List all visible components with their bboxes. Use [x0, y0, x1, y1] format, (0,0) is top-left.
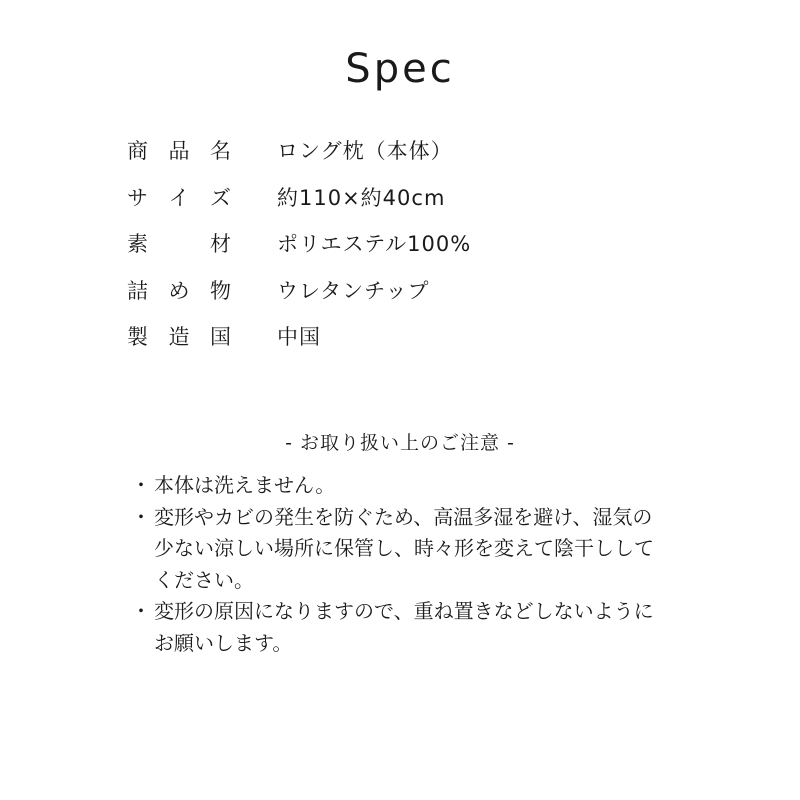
spec-value: ポリエステル100% [277, 232, 472, 256]
note-line: お願いします。 [154, 630, 293, 655]
note-line: 変形やカビの発生を防ぐため、高温多湿を避け、湿気の [154, 504, 653, 529]
list-item [128, 470, 728, 502]
spec-value: 中国 [277, 325, 321, 349]
care-notes-heading: - お取り扱い上のご注意 - [285, 432, 515, 454]
spec-label: サ イ ズ [127, 185, 231, 210]
spec-value: ウレタンチップ [277, 278, 430, 303]
list-item [128, 502, 728, 597]
spec-label: 素 材 [127, 232, 231, 256]
spec-label: 詰 め 物 [127, 278, 231, 303]
bullet: ・ [131, 473, 151, 497]
note-line: 変形の原因になりますので、重ね置きなどしないように [154, 599, 654, 623]
note-line: ください。 [154, 567, 254, 592]
list-item [128, 596, 728, 659]
note-line: 少ない涼しい場所に保管し、時々形を変えて陰干しして [154, 536, 654, 560]
bullet: ・ [131, 599, 151, 623]
note-line: 本体は洗えません。 [154, 473, 336, 497]
care-notes-list [128, 470, 728, 659]
spec-label: 商 品 名 [127, 139, 231, 163]
spec-label: 製 造 国 [127, 325, 231, 349]
spec-value: 約110×約40cm [277, 185, 446, 210]
bullet: ・ [131, 504, 151, 529]
spec-value: ロング枕（本体） [277, 139, 453, 163]
page-title: Spec [345, 46, 455, 92]
